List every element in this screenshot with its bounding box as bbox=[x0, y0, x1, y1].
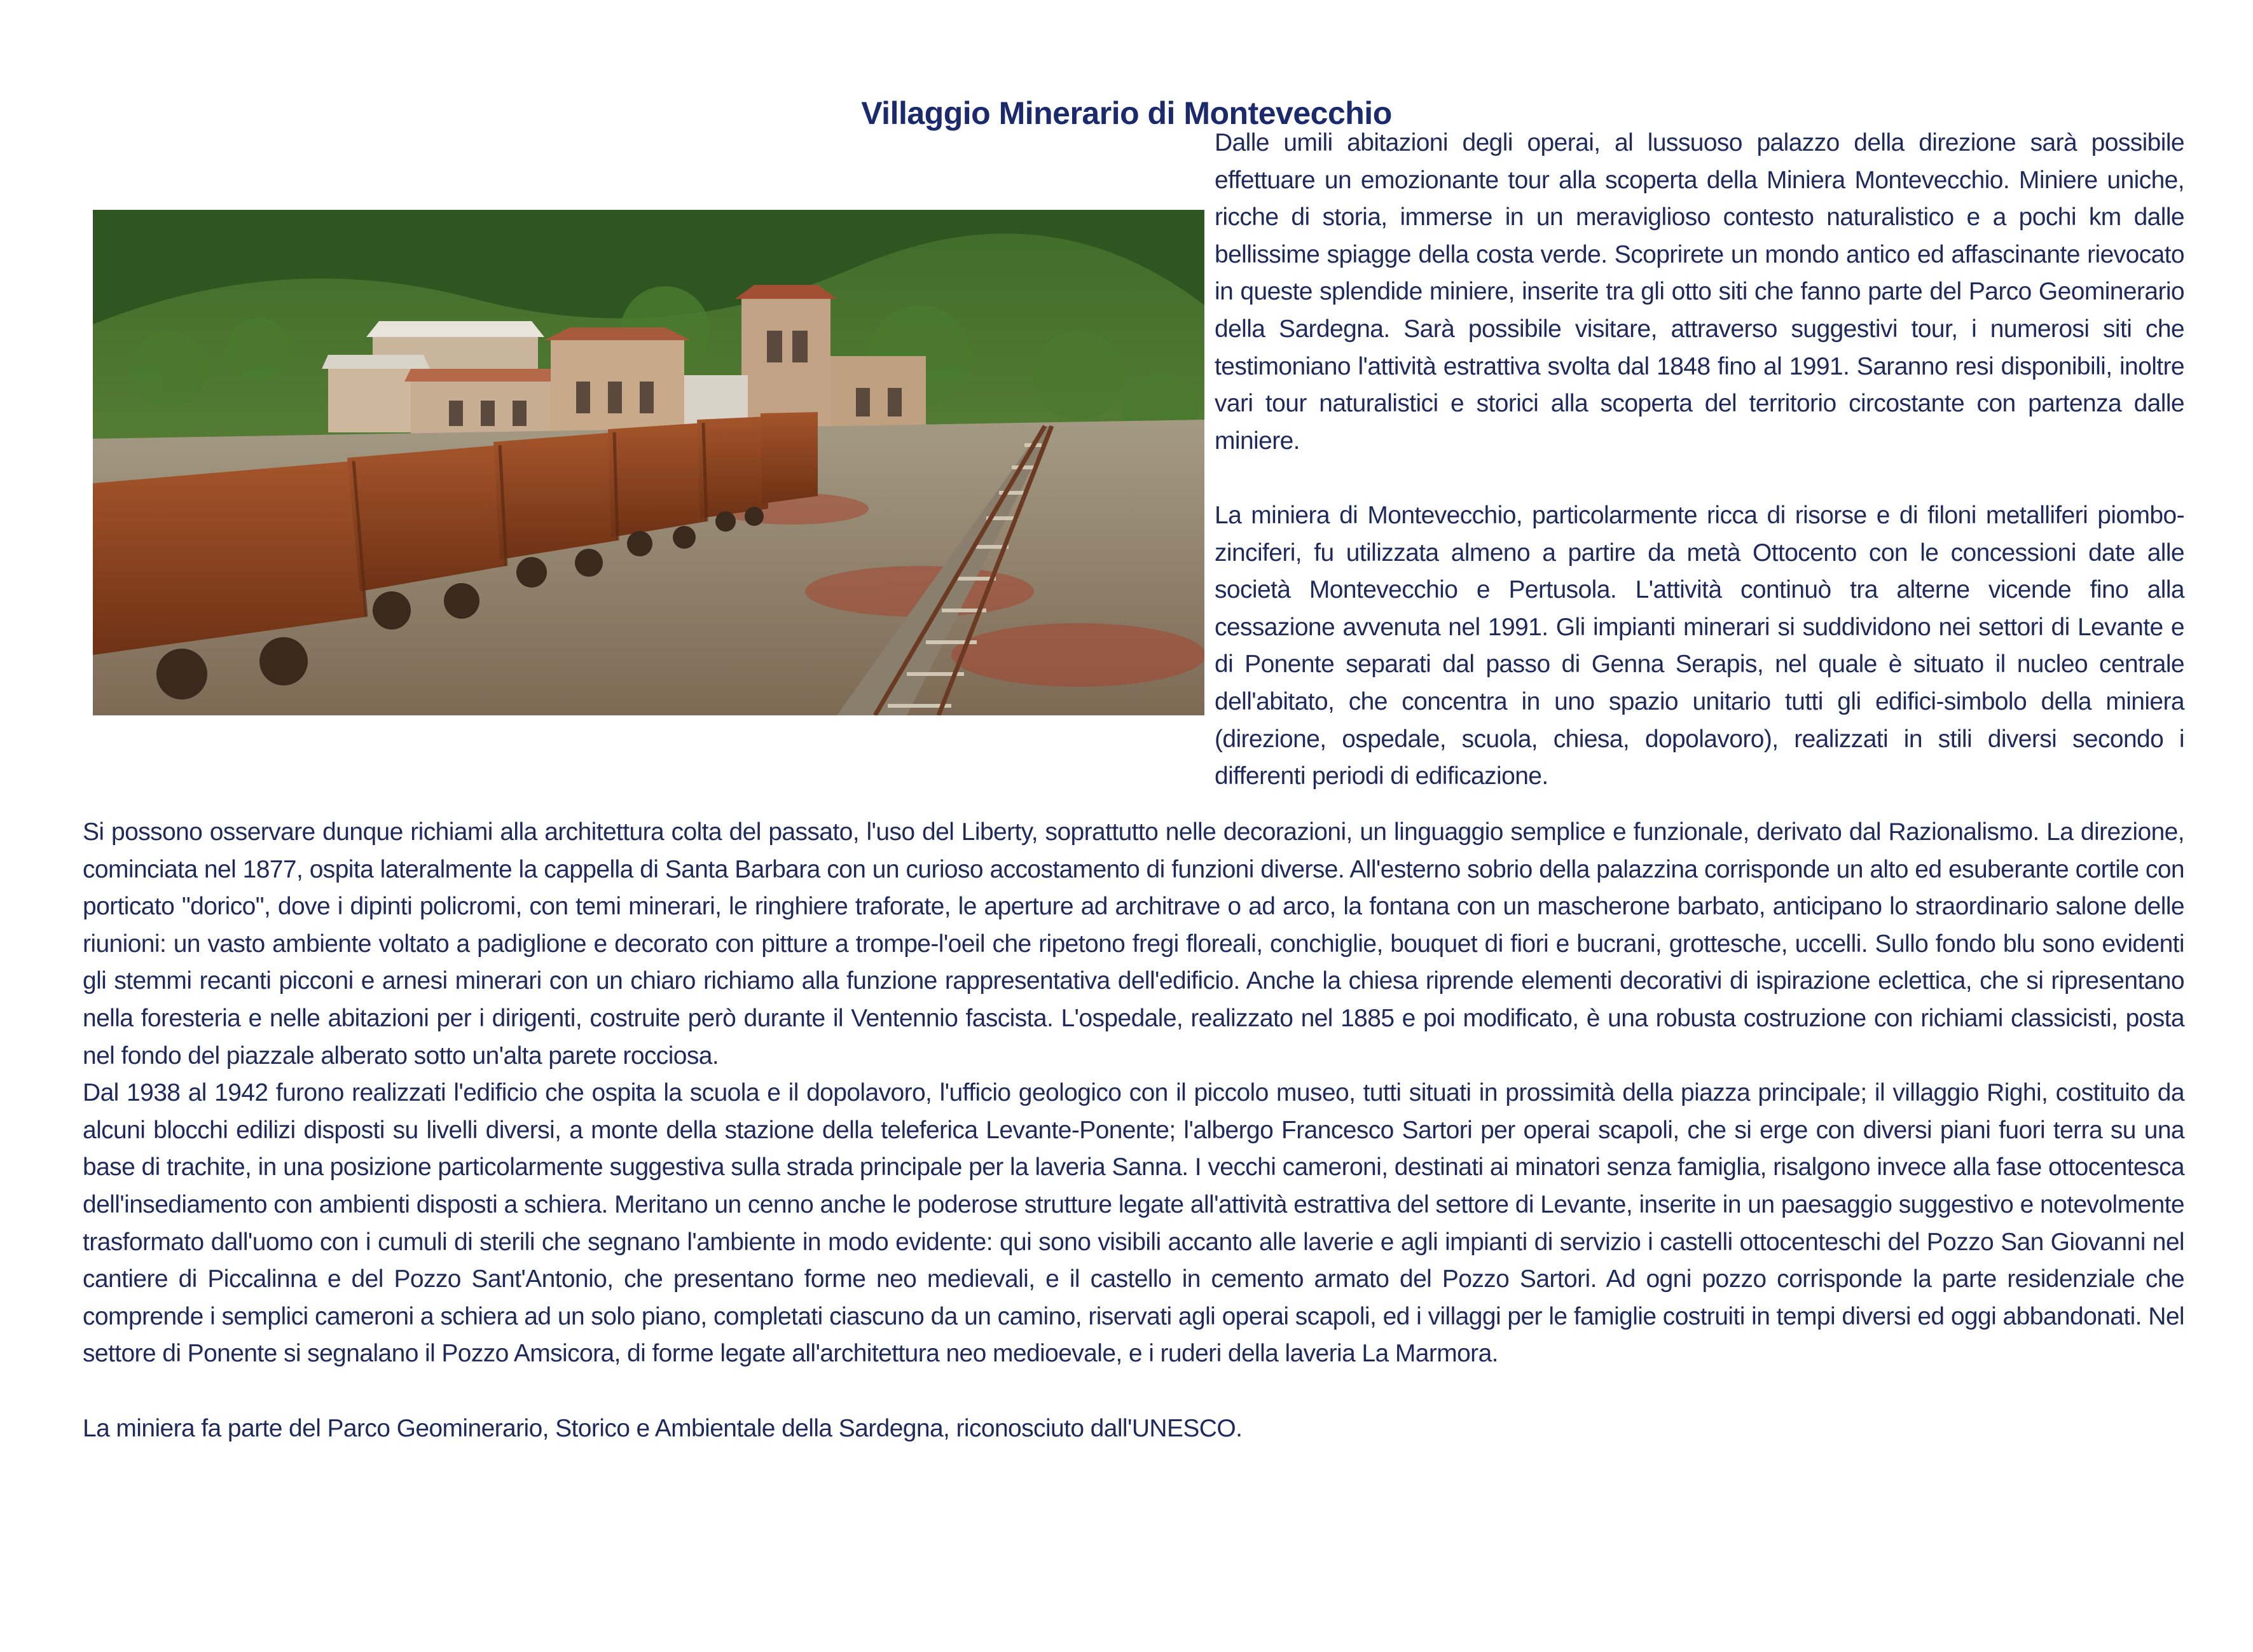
page-title: Villaggio Minerario di Montevecchio bbox=[861, 95, 1392, 131]
intro-text-column bbox=[1215, 125, 2184, 795]
buildings-paragraph: Dal 1938 al 1942 furono realizzati l'edificio che ospita la scuola e il dopolavoro, l'ufficio geologico con il piccolo museo, tutti situati in prossimità della piazza principale; il villaggio Righi, costituito da alcuni blocchi edilizi disposti su livelli diversi, a monte della stazione della teleferica Levante-Ponente; l'albergo Francesco Sartori per operai scapoli, che si erge con diversi piani fuori terra su una base di trachite, in una posizione particolarmente suggestiva sulla strada principale per la laveria Sanna. I vecchi cameroni, destinati ai minatori senza famiglia, risalgono invece alla fase ottocentesca dell'insediamento con ambienti disposti a schiera. Meritano un cenno anche le poderose strutture legate all'attività estrattiva del settore di Levante, inserite in un paesaggio suggestivo e notevolmente trasformato dall'uomo con i cumuli di sterili che segnano l'ambiente in modo evidente: qui sono visibili accanto alle laverie e agli impianti di servizio i castelli ottocenteschi del Pozzo San Giovanni nel cantiere di Piccalinna e del Pozzo Sant'Antonio, che presentano forme neo medievali, e il castello in cemento armato del Pozzo Sartori. Ad ogni pozzo corrisponde la parte residenziale che comprende i semplici cameroni a schiera ad un solo piano, completati ciascuno da un camino, riservati agli operai scapoli, ed i villaggi per le famiglie costruiti in tempi diversi ed oggi abbandonati. Nel settore di Ponente si segnalano il Pozzo Amsicora, di forme legate all'architettura neo medioevale, e i ruderi della laveria La Marmora. bbox=[83, 1079, 2184, 1368]
intro-paragraph: Dalle umili abitazioni degli operai, al lussuoso palazzo della direzione sarà possibile effettuare un emozionante tour alla scoperta della Miniera Montevecchio. Miniere uniche, ricche di storia, immerse in un meraviglioso contesto naturalistico e a pochi km dalle bellissime spiagge della costa verde. Scoprirete un mondo antico ed affascinante rievocato in queste splendide miniere, inserite tra gli otto siti che fanno parte del Parco Geominerario della Sardegna. Sarà possibile visitare, attraverso suggestivi tour, i numerosi siti che testimoniano l'attività estrattiva svolta dal 1848 fino al 1991. Saranno resi disponibili, inoltre vari tour naturalistici e storici alla scoperta del territorio circostante con partenza dalle miniere. bbox=[1215, 129, 2184, 455]
history-paragraph: La miniera di Montevecchio, particolarmente ricca di risorse e di filoni metalliferi piombo-zinciferi, fu utilizzata almeno a partire da metà Ottocento con le concessioni date alle società Montevecchio e Pertusola. L'attività continuò tra alterne vicende fino alla cessazione avvenuta nel 1991. Gli impianti minerari si suddividono nei settori di Levante e di Ponente separati dal passo di Genna Serapis, nel quale è situato il nucleo centrale dell'abitato, che concentra in uno spazio unitario tutti gli edifici-simbolo della miniera (direzione, ospedale, scuola, chiesa, dopolavoro), realizzati in stili diversi secondo i differenti periodi di edificazione. bbox=[1215, 501, 2184, 790]
main-text-body bbox=[83, 814, 2184, 1447]
mining-village-railway-photo bbox=[93, 210, 1204, 715]
architecture-paragraph: Si possono osservare dunque richiami alla architettura colta del passato, l'uso del Liberty, soprattutto nelle decorazioni, un linguaggio semplice e funzionale, derivato dal Razionalismo. La direzione, cominciata nel 1877, ospita lateralmente la cappella di Santa Barbara con un curioso accostamento di funzioni diverse. All'esterno sobrio della palazzina corrisponde un alto ed esuberante cortile con porticato "dorico", dove i dipinti policromi, con temi minerari, le ringhiere traforate, le aperture ad architrave o ad arco, la fontana con un mascherone barbato, anticipano lo straordinario salone delle riunioni: un vasto ambiente voltato a padiglione e decorato con pitture a trompe-l'oeil che ripetono fregi floreali, conchiglie, bouquet di fiori e bucrani, grottesche, uccelli. Sullo fondo blu sono evidenti gli stemmi recanti picconi e arnesi minerari con un chiaro richiamo alla funzione rappresentativa dell'edificio. Anche la chiesa riprende elementi decorativi di ispirazione eclettica, che si ripresentano nella foresteria e nelle abitazioni per i dirigenti, costruite però durante il Ventennio fascista. L'ospedale, realizzato nel 1885 e poi modificato, è una robusta costruzione con richiami classicisti, posta nel fondo del piazzale alberato sotto un'alta parete rocciosa. bbox=[83, 818, 2184, 1070]
unesco-paragraph: La miniera fa parte del Parco Geominerario, Storico e Ambientale della Sardegna, riconosciuto dall'UNESCO. bbox=[83, 1414, 1243, 1442]
